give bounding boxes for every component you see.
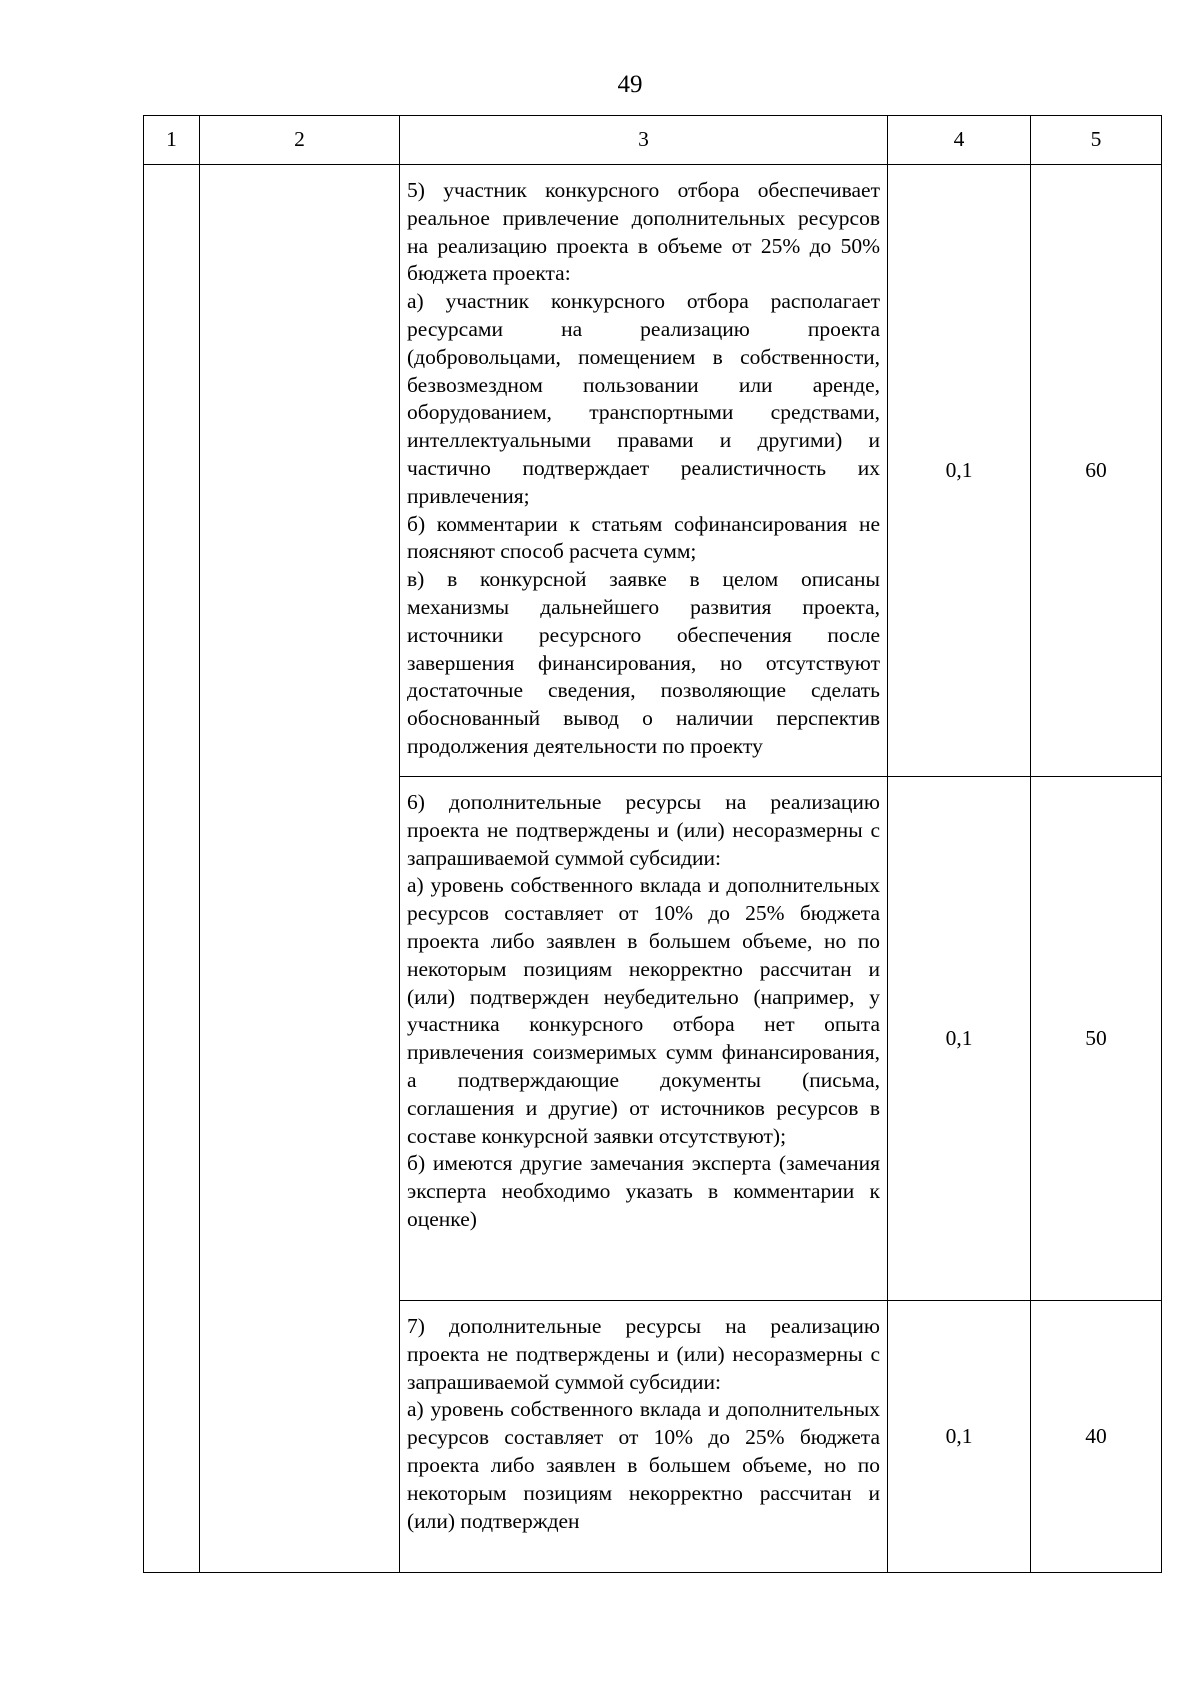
criteria-cell xyxy=(400,777,888,1301)
score-cell: 60 xyxy=(1031,165,1162,777)
criteria-text: 5) участник конкурсного отбора обеспечивает реальное привлечение дополнительных ресурсов на реализацию проекта в объеме от 25% до 50% бюджета проекта: а) участник конкурсного отбора располагает ресурсами на реализацию проекта (добровольцами, помещением в собственности, безвозмездном пользовании или аренде, оборудованием, транспортными средствами, интеллектуальными правами и другими) и частично подтверждает реалистичность их привлечения; б) комментарии к статьям софинансирования не поясняют способ расчета сумм; в) в конкурсной заявке в целом описаны механизмы дальнейшего развития проекта, источники ресурсного обеспечения после завершения финансирования, но отсутствуют достаточные сведения, позволяющие сделать обоснованный вывод о наличии перспектив продолжения деятельности по проекту xyxy=(407,178,880,758)
criteria-cell xyxy=(400,165,888,777)
coefficient-cell: 0,1 xyxy=(888,165,1031,777)
page-number: 49 xyxy=(617,71,643,98)
coefficient-cell: 0,1 xyxy=(888,1301,1031,1573)
score-cell: 40 xyxy=(1031,1301,1162,1573)
criteria-text: 6) дополнительные ресурсы на реализацию проекта не подтверждены и (или) несоразмерны с запрашиваемой суммой субсидии: а) уровень собственного вклада и дополнительных ресурсов составляет от 10% до 25% бюджета проекта либо заявлен в большем объеме, но по некоторым позициям некорректно рассчитан и (или) подтвержден неубедительно (например, у участника конкурсного отбора нет опыта привлечения соизмеримых сумм финансирования, а подтверждающие документы (письма, соглашения и другие) от источников ресурсов в составе конкурсной заявки отсутствуют); б) имеются другие замечания эксперта (замечания эксперта необходимо указать в комментарии к оценке) xyxy=(407,790,880,1231)
merged-empty-cell-col1 xyxy=(144,165,200,1573)
merged-empty-cell-col2 xyxy=(200,165,400,1573)
criteria-table xyxy=(143,115,1162,1573)
coefficient-cell: 0,1 xyxy=(888,777,1031,1301)
criteria-text: 7) дополнительные ресурсы на реализацию проекта не подтверждены и (или) несоразмерны с запрашиваемой суммой субсидии: а) уровень собственного вклада и дополнительных ресурсов составляет от 10% до 25% бюджета проекта либо заявлен в большем объеме, но по некоторым позициям некорректно рассчитан и (или) подтвержден xyxy=(407,1314,880,1533)
column-header-1: 1 xyxy=(144,116,200,165)
column-header-4: 4 xyxy=(888,116,1031,165)
table-header-row xyxy=(144,116,1162,165)
column-header-2: 2 xyxy=(200,116,400,165)
column-header-3: 3 xyxy=(400,116,888,165)
criteria-cell xyxy=(400,1301,888,1573)
column-header-5: 5 xyxy=(1031,116,1162,165)
table-row xyxy=(144,165,1162,777)
score-cell: 50 xyxy=(1031,777,1162,1301)
